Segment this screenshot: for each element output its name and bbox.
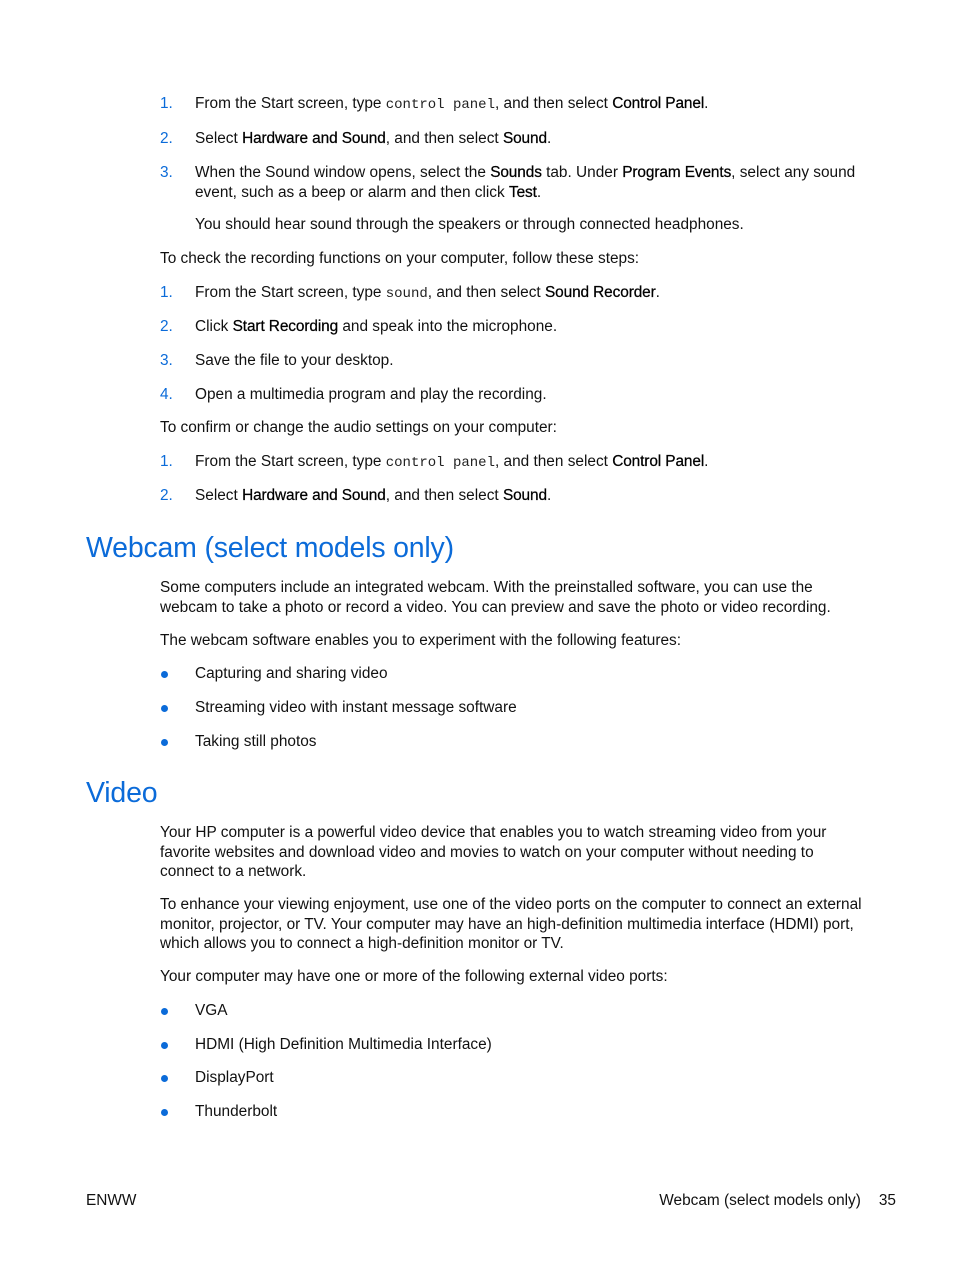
list-text [195,452,865,474]
paragraph: The webcam software enables you to experiment with the following features: [160,632,681,649]
text-run: Click [195,318,233,335]
text-run: From the Start screen, type [195,284,386,301]
ui-term: Sound [502,130,547,147]
bullet-icon [161,1075,168,1082]
footer-section [659,1191,896,1211]
ui-term: Test [508,183,537,201]
text-run: , and then select [494,95,613,112]
code-text: sound [385,286,428,302]
paragraph: To check the recording functions on your computer, follow these steps: [160,250,640,267]
footer-doc-code: ENWW [86,1192,137,1209]
list-number: 4. [160,386,173,403]
list-number: 3. [160,164,173,181]
bullet-icon [161,739,168,746]
ui-term: Control Panel [612,453,705,470]
text-run: . [546,487,552,504]
text-run: and speak into the microphone. [338,318,558,335]
text-run: tab. Under [541,164,623,181]
paragraph: Your computer may have one or more of the following external video ports: [160,968,668,985]
list-number: 2. [160,318,173,335]
ui-term: Hardware and Sound [242,130,386,147]
text-run: , and then select [385,487,503,504]
list-number: 1. [160,284,173,301]
section-heading-webcam: Webcam (select models only) [86,532,454,564]
list-text: Save the file to your desktop. [195,352,394,369]
ui-term: Sounds [490,164,542,181]
list-text [195,94,865,116]
footer-section-title: Webcam (select models only) [659,1192,861,1209]
text-run: , and then select [427,284,545,301]
list-number: 2. [160,130,173,147]
list-number: 1. [160,453,173,470]
text-run: . [655,284,660,301]
list-text [195,283,865,305]
paragraph: To enhance your viewing enjoyment, use one of the video ports on the computer to connect an external monitor, projector, or TV. Your computer may have an high-definition multimedia interface (HDMI) port, which allows you to connect a high-definition monitor or TV. [160,896,862,952]
bullet-text: Thunderbolt [195,1103,278,1120]
bullet-icon [161,1109,168,1116]
text-run: From the Start screen, type [195,95,386,112]
bullet-text: Streaming video with instant message software [195,699,517,716]
list-note: You should hear sound through the speakers or through connected headphones. [195,216,744,233]
text-run: When the Sound window opens, select the [195,164,491,181]
list-number: 3. [160,352,173,369]
text-run: . [546,130,552,147]
list-number: 2. [160,487,173,504]
bullet-text: Capturing and sharing video [195,665,388,682]
bullet-icon [161,705,168,712]
bullet-text: Taking still photos [195,733,317,750]
ui-term: Sound Recorder [544,284,656,301]
ui-term: Hardware and Sound [242,487,386,504]
text-run: . [536,183,542,201]
section-heading-video: Video [86,777,158,809]
text-run: , and then select [494,453,613,470]
bullet-icon [161,1008,168,1015]
bullet-icon [161,1042,168,1049]
list-text [195,129,865,149]
paragraph: To confirm or change the audio settings on your computer: [160,419,557,436]
list-text [195,486,865,506]
text-run: , select any sound event, such as a beep or alarm and then click [195,164,856,201]
text-run: . [704,453,709,470]
list-text [195,163,865,202]
text-run: Select [195,487,243,504]
paragraph: Some computers include an integrated webcam. With the preinstalled software, you can use the webcam to take a photo or record a video. You can preview and save the photo or video recording. [160,579,831,616]
text-run: , and then select [385,130,503,147]
ui-term: Start Recording [232,318,339,335]
ui-term: Program Events [622,164,732,181]
page-number: 35 [878,1192,896,1209]
text-run: Select [195,130,243,147]
list-text: Open a multimedia program and play the recording. [195,386,547,403]
text-run: . [704,95,709,112]
paragraph: Your HP computer is a powerful video device that enables you to watch streaming video from your favorite websites and download video and movies to watch on your computer without needing to connect to a network. [160,824,827,880]
bullet-text: VGA [195,1002,228,1019]
bullet-text: HDMI (High Definition Multimedia Interface) [195,1036,492,1053]
code-text: control panel [385,455,495,471]
text-run: From the Start screen, type [195,453,386,470]
list-text [195,317,865,337]
bullet-text: DisplayPort [195,1069,274,1086]
bullet-icon [161,671,168,678]
ui-term: Control Panel [612,95,705,112]
code-text: control panel [385,97,495,113]
list-number: 1. [160,95,173,112]
ui-term: Sound [502,487,547,504]
